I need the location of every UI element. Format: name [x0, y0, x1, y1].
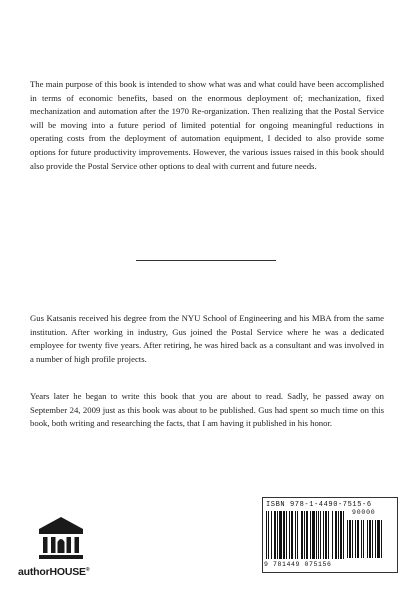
barcode-bar	[304, 511, 305, 559]
barcode-bar	[297, 511, 298, 559]
barcode-bar	[349, 520, 351, 558]
author-bio-paragraph: Gus Katsanis received his degree from the NYU School of Engineering and his MBA from the same institution. After working in industry, Gus joined the Postal Service where he was a dedicated employee for twenty five years. After retiring, he was hired back as a consultant and was involved in a number of high profile projects.	[30, 313, 384, 364]
publisher-name-lower: author	[18, 566, 50, 578]
barcode-bar	[320, 511, 321, 559]
section-divider	[136, 260, 276, 261]
barcode-bar	[325, 511, 327, 559]
barcode-bar	[367, 520, 368, 558]
isbn-label: ISBN 978-1-4490-7515-6	[266, 501, 372, 509]
barcode-bar	[347, 520, 348, 558]
barcode-bar	[318, 511, 319, 559]
barcode-bar	[279, 511, 282, 559]
barcode-bar	[286, 511, 287, 559]
barcode-bar	[335, 511, 337, 559]
barcode-bar	[289, 511, 290, 559]
barcode-bar	[332, 511, 333, 559]
barcode-bar	[301, 511, 303, 559]
barcode-bar	[283, 511, 285, 559]
description-paragraph: The main purpose of this book is intended to show what was and what could have been accomplished in terms of economic benefits, based on the enormous deployment of; mechanization, fixed mechanization and automation after the 1970 Re-organization. Then realizing that the Postal Service will be moving into a future period of limited potential for ongoing meaningful reductions in operating costs from the deployment of automation equipment, I decided to also provide some options for future productivity improvements. However, the various issues raised in this book should also provide the Postal Service other options to deal with current and future needs.	[30, 79, 384, 171]
barcode-bar	[295, 511, 296, 559]
barcode-bar	[372, 520, 373, 558]
barcode-bar	[369, 520, 371, 558]
barcode-bar	[340, 511, 342, 559]
publisher-name-upper: HOUSE	[49, 566, 86, 578]
barcode-bar	[312, 511, 315, 559]
barcode-bar	[277, 511, 278, 559]
dedication-paragraph: Years later he began to write this book that you are about to read. Sadly, he passed away on September 24, 2009 just as this book was about to be published. Gus had spent so much time on this book, both writing and researching the facts, that I am having it published in his honor.	[30, 391, 384, 429]
barcode-bar	[291, 511, 293, 559]
barcode-bar	[355, 520, 356, 558]
ean-barcode	[266, 511, 346, 561]
trademark-symbol: ®	[85, 567, 90, 573]
barcode-bar	[381, 520, 382, 558]
barcode-bar	[266, 511, 267, 559]
barcode-bar	[328, 511, 329, 559]
barcode-bar	[361, 520, 362, 558]
ean-number: 9 781449 075156	[264, 561, 332, 568]
addon-number: 90000	[352, 509, 376, 516]
barcode-bar	[352, 520, 353, 558]
barcode-bar	[316, 511, 317, 559]
barcode-bar	[357, 520, 359, 558]
barcode-bar	[377, 520, 380, 558]
barcode-bar	[271, 511, 272, 559]
barcode-bar	[306, 511, 308, 559]
publisher-wordmark	[18, 566, 89, 578]
barcode-bar	[310, 511, 311, 559]
barcode-bar	[375, 520, 376, 558]
barcode-bar	[363, 520, 364, 558]
barcode-bar	[274, 511, 276, 559]
authorhouse-house-logo-icon	[35, 515, 87, 563]
barcode-bar	[343, 511, 344, 559]
addon-barcode	[347, 520, 391, 560]
barcode-bar	[338, 511, 339, 559]
barcode-bar	[268, 511, 269, 559]
barcode-bar	[323, 511, 324, 559]
